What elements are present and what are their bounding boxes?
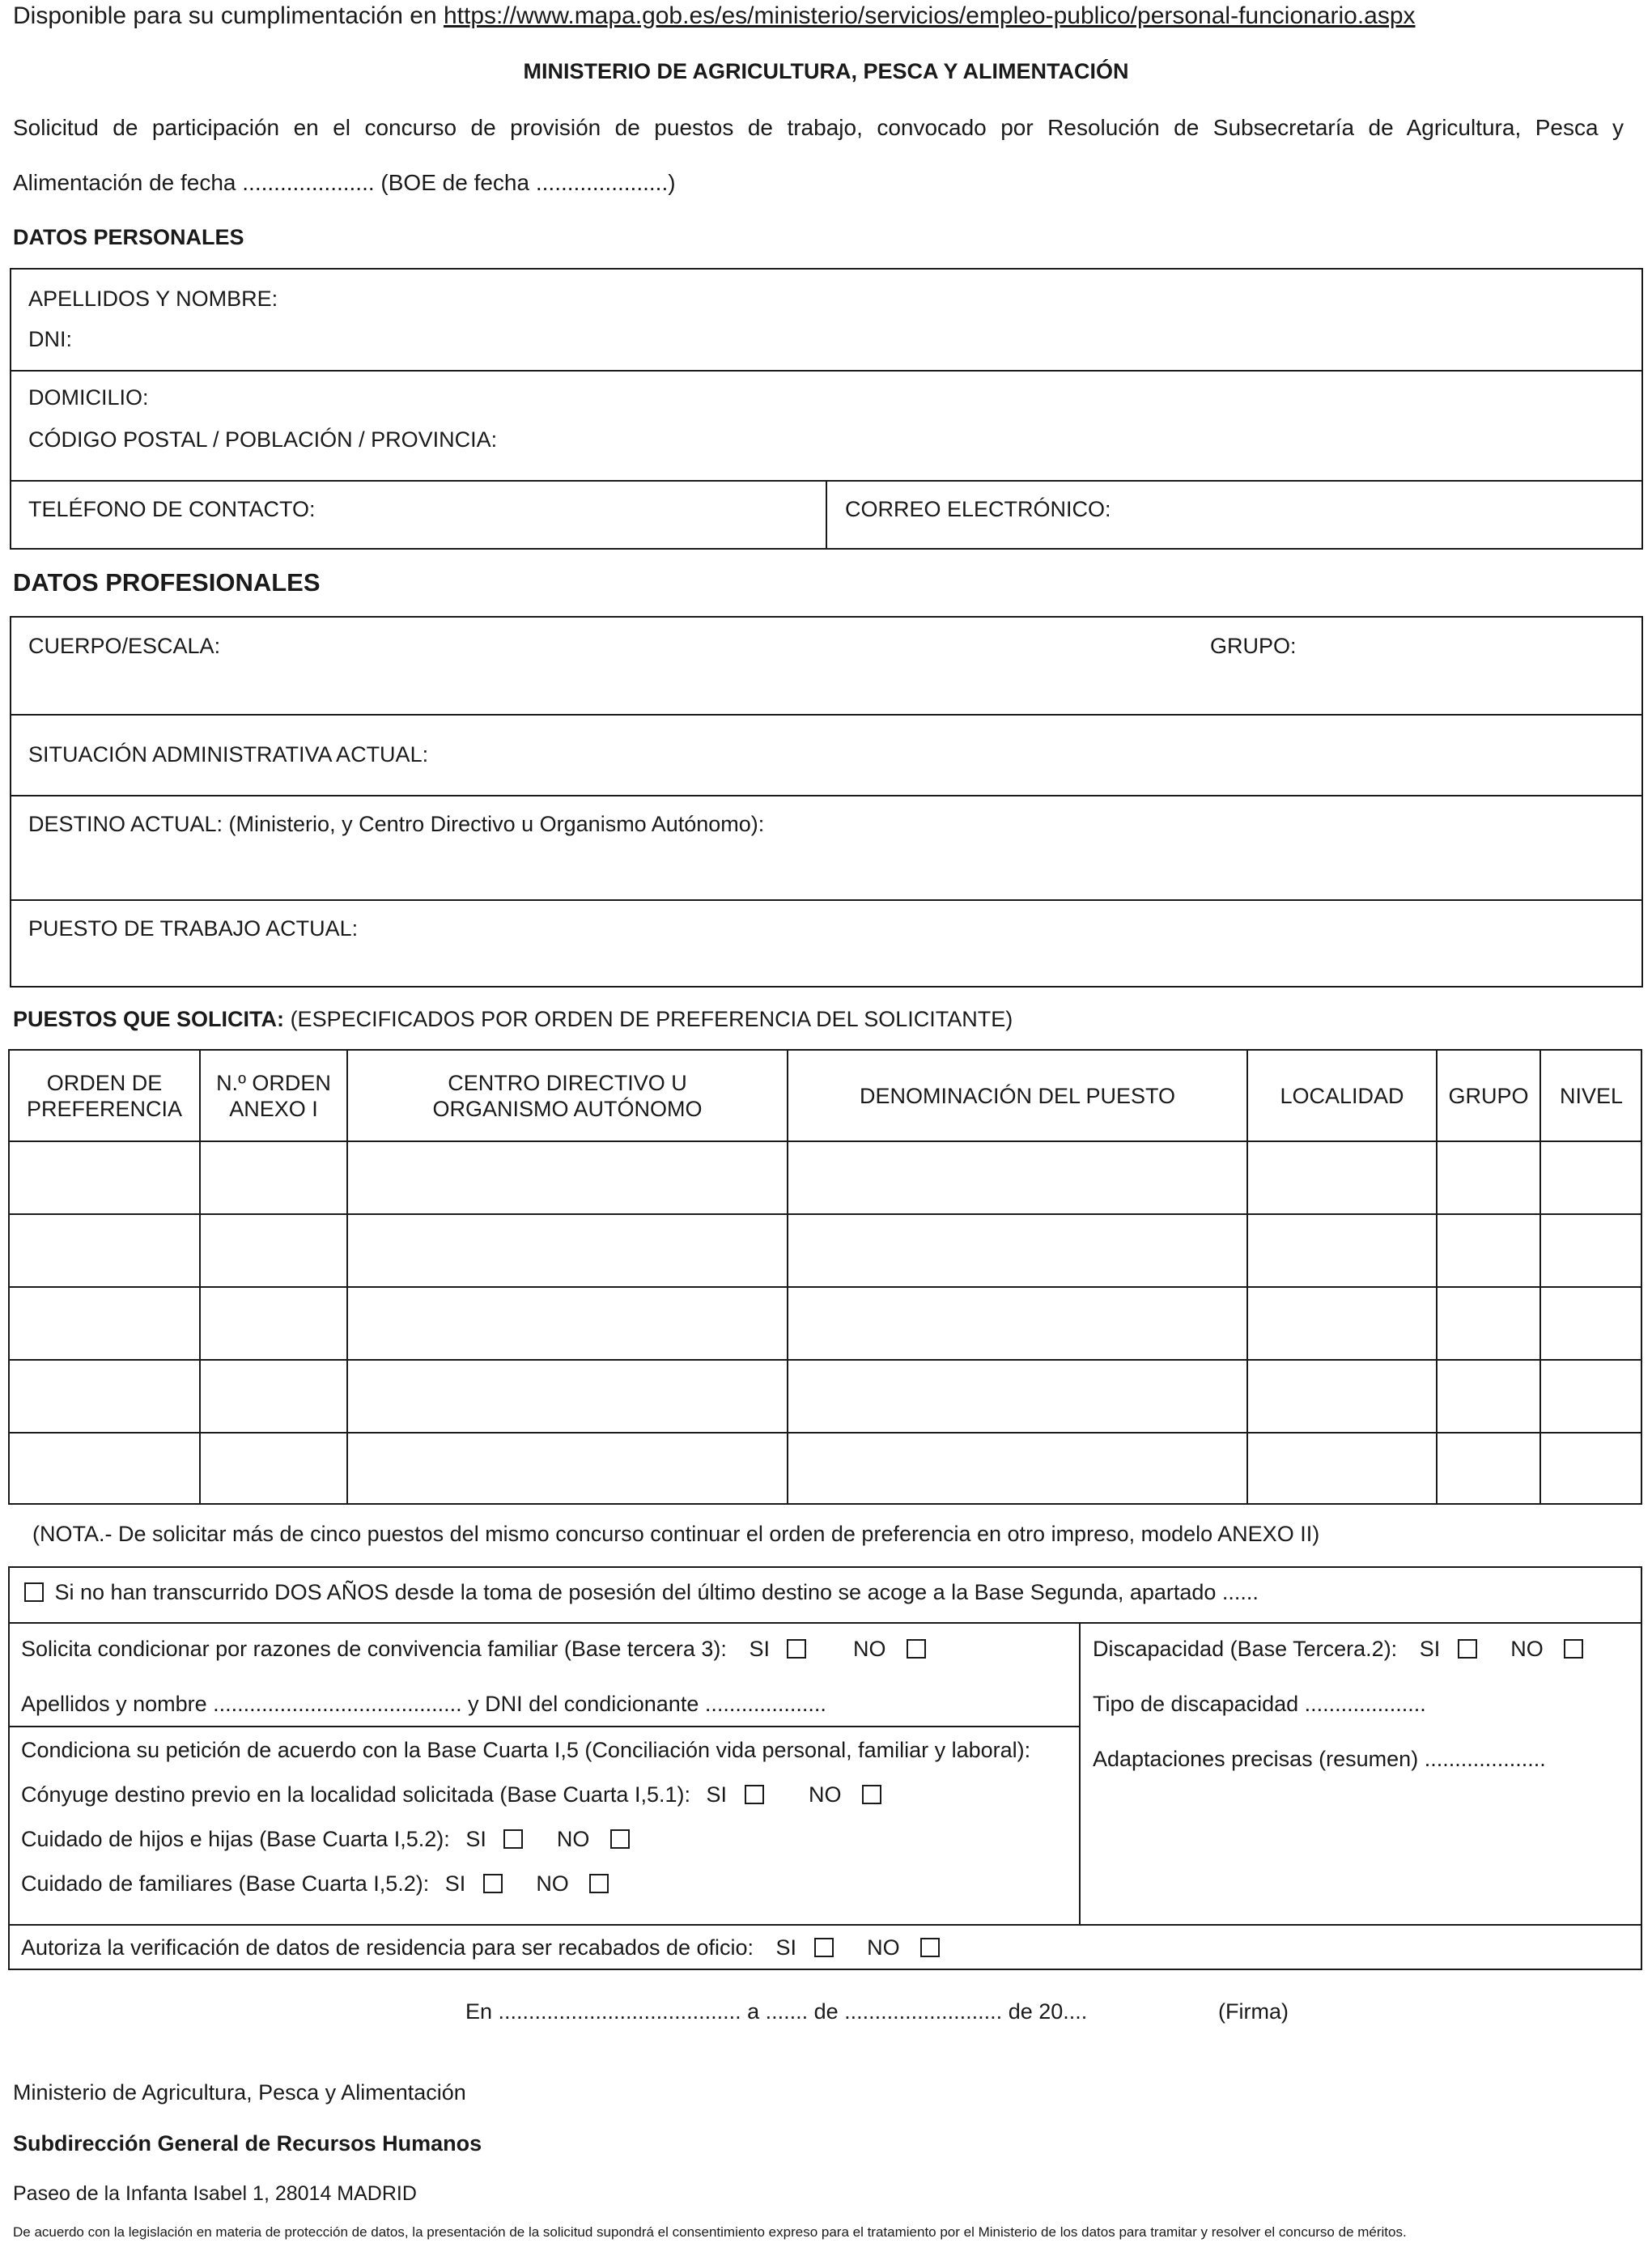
relatives-row bbox=[21, 1871, 609, 1897]
children-label: Cuidado de hijos e hijas (Base Cuarta I,5.2): bbox=[21, 1827, 450, 1851]
no-label: NO bbox=[852, 1637, 886, 1661]
conditioner-label: Apellidos y nombre ......................................... y DNI del condicionante .................... bbox=[21, 1692, 826, 1716]
residence-label: Autoriza la verificación de datos de residencia para ser recabados de oficio: bbox=[21, 1935, 754, 1960]
professional-heading: DATOS PROFESIONALES bbox=[13, 568, 321, 597]
footer-ministry: Ministerio de Agricultura, Pesca y Alimentación bbox=[13, 2080, 466, 2105]
column-header: CENTRO DIRECTIVO U ORGANISMO AUTÓNOMO bbox=[432, 1070, 703, 1121]
address-label: DOMICILIO: bbox=[28, 385, 149, 410]
name-label: APELLIDOS Y NOMBRE: bbox=[28, 287, 278, 311]
residence-yes-checkbox[interactable] bbox=[814, 1938, 834, 1957]
availability-link[interactable]: https://www.mapa.gob.es/es/ministerio/servicios/empleo-publico/personal-funcionario.aspx bbox=[443, 2, 1416, 29]
corps-label: CUERPO/ESCALA: bbox=[28, 634, 221, 658]
personal-heading: DATOS PERSONALES bbox=[13, 225, 244, 249]
postal-label: CÓDIGO POSTAL / POBLACIÓN / PROVINCIA: bbox=[28, 427, 498, 452]
divider bbox=[1079, 1622, 1081, 1924]
family-no-checkbox[interactable] bbox=[907, 1639, 926, 1659]
dni-label: DNI: bbox=[28, 327, 72, 351]
positions-heading-rest: (ESPECIFICADOS POR ORDEN DE PREFERENCIA DEL SOLICITANTE) bbox=[290, 1007, 1013, 1031]
current-job-label: PUESTO DE TRABAJO ACTUAL: bbox=[28, 916, 359, 941]
divider bbox=[8, 1359, 1642, 1361]
divider bbox=[10, 714, 1643, 716]
column-header: LOCALIDAD bbox=[1280, 1083, 1404, 1108]
column-header: DENOMINACIÓN DEL PUESTO bbox=[859, 1083, 1176, 1108]
no-label: NO bbox=[809, 1782, 842, 1807]
column-header: ORDEN DE PREFERENCIA bbox=[26, 1070, 183, 1121]
divider bbox=[10, 370, 1643, 372]
yes-label: SI bbox=[749, 1637, 770, 1661]
phone-label: TELÉFONO DE CONTACTO: bbox=[28, 497, 316, 521]
family-yes-checkbox[interactable] bbox=[787, 1639, 806, 1659]
spouse-no-checkbox[interactable] bbox=[862, 1785, 881, 1804]
positions-heading-bold: PUESTOS QUE SOLICITA: bbox=[13, 1007, 285, 1031]
family-condition-row bbox=[21, 1636, 926, 1662]
column-header: NIVEL bbox=[1559, 1083, 1624, 1108]
two-years-checkbox[interactable] bbox=[24, 1582, 44, 1602]
positions-note: (NOTA.- De solicitar más de cinco puestos del mismo concurso continuar el orden de preferencia en otro impreso, modelo ANEXO II) bbox=[32, 1522, 1320, 1546]
yes-label: SI bbox=[465, 1827, 486, 1851]
children-yes-checkbox[interactable] bbox=[503, 1829, 523, 1849]
divider bbox=[8, 1726, 1080, 1727]
residence-no-checkbox[interactable] bbox=[920, 1938, 940, 1957]
divider bbox=[8, 1432, 1642, 1434]
yes-label: SI bbox=[775, 1935, 797, 1960]
email-label: CORREO ELECTRÓNICO: bbox=[845, 497, 1111, 521]
no-label: NO bbox=[1510, 1637, 1544, 1661]
situation-label: SITUACIÓN ADMINISTRATIVA ACTUAL: bbox=[28, 742, 429, 767]
privacy-notice: De acuerdo con la legislación en materia de protección de datos, la presentación de la solicitud supondrá el consentimiento expreso para el tratamiento por el Ministerio de los datos para tramitar y resolver el concurso de méritos. bbox=[13, 2224, 1407, 2240]
column-header: GRUPO bbox=[1448, 1083, 1529, 1108]
divider bbox=[10, 795, 1643, 796]
group-label: GRUPO: bbox=[1210, 634, 1297, 658]
relatives-yes-checkbox[interactable] bbox=[483, 1874, 503, 1893]
relatives-no-checkbox[interactable] bbox=[589, 1874, 609, 1893]
residence-row bbox=[21, 1935, 940, 1960]
no-label: NO bbox=[867, 1935, 900, 1960]
divider bbox=[10, 899, 1643, 901]
spouse-label: Cónyuge destino previo en la localidad solicitada (Base Cuarta I,5.1): bbox=[21, 1782, 690, 1807]
no-label: NO bbox=[536, 1871, 569, 1896]
divider bbox=[8, 1213, 1642, 1215]
children-row bbox=[21, 1826, 630, 1852]
divider bbox=[826, 480, 827, 550]
disability-yes-checkbox[interactable] bbox=[1458, 1639, 1477, 1659]
disability-label: Discapacidad (Base Tercera.2): bbox=[1093, 1637, 1398, 1661]
divider bbox=[8, 1622, 1642, 1624]
intro-line-1: Solicitud de participación en el concurso de provisión de puestos de trabajo, convocado por Resolución de Subsecretaría de Agricultura, Pesca y bbox=[13, 115, 1624, 140]
footer-address: Paseo de la Infanta Isabel 1, 28014 MADRID bbox=[13, 2182, 417, 2205]
disability-no-checkbox[interactable] bbox=[1564, 1639, 1583, 1659]
disability-type-label: Tipo de discapacidad .................... bbox=[1093, 1692, 1426, 1716]
no-label: NO bbox=[556, 1827, 590, 1851]
conciliation-label: Condiciona su petición de acuerdo con la Base Cuarta I,5 (Conciliación vida personal, familiar y laboral): bbox=[21, 1738, 1031, 1762]
yes-label: SI bbox=[444, 1871, 466, 1896]
two-years-row bbox=[24, 1579, 1259, 1605]
place-date-line: En ........................................ a ....... de .......................... de 20.... bbox=[465, 1999, 1088, 2024]
footer-subdirectorate: Subdirección General de Recursos Humanos bbox=[13, 2131, 482, 2156]
yes-label: SI bbox=[1419, 1637, 1441, 1661]
positions-heading bbox=[13, 1006, 1013, 1032]
family-condition-label: Solicita condicionar por razones de convivencia familiar (Base tercera 3): bbox=[21, 1637, 727, 1661]
relatives-label: Cuidado de familiares (Base Cuarta I,5.2): bbox=[21, 1871, 430, 1896]
availability-prefix: Disponible para su cumplimentación en bbox=[13, 2, 437, 29]
signature-label: (Firma) bbox=[1218, 1999, 1289, 2024]
divider bbox=[8, 1286, 1642, 1288]
children-no-checkbox[interactable] bbox=[610, 1829, 630, 1849]
divider bbox=[8, 1924, 1642, 1926]
yes-label: SI bbox=[706, 1782, 728, 1807]
two-years-label: Si no han transcurrido DOS AÑOS desde la toma de posesión del último destino se acoge a la Base Segunda, apartado ...... bbox=[54, 1580, 1259, 1604]
divider bbox=[8, 1140, 1642, 1142]
intro-line-2: Alimentación de fecha ..................... (BOE de fecha .....................) bbox=[13, 170, 676, 195]
spouse-row bbox=[21, 1782, 881, 1807]
ministry-title: MINISTERIO DE AGRICULTURA, PESCA Y ALIMENTACIÓN bbox=[523, 59, 1129, 83]
adaptations-label: Adaptaciones precisas (resumen) .................... bbox=[1093, 1747, 1546, 1771]
destination-label: DESTINO ACTUAL: (Ministerio, y Centro Directivo u Organismo Autónomo): bbox=[28, 812, 765, 836]
availability-line bbox=[13, 2, 1416, 31]
column-header: N.º ORDEN ANEXO I bbox=[216, 1070, 331, 1121]
disability-row bbox=[1093, 1636, 1583, 1662]
spouse-yes-checkbox[interactable] bbox=[745, 1785, 764, 1804]
